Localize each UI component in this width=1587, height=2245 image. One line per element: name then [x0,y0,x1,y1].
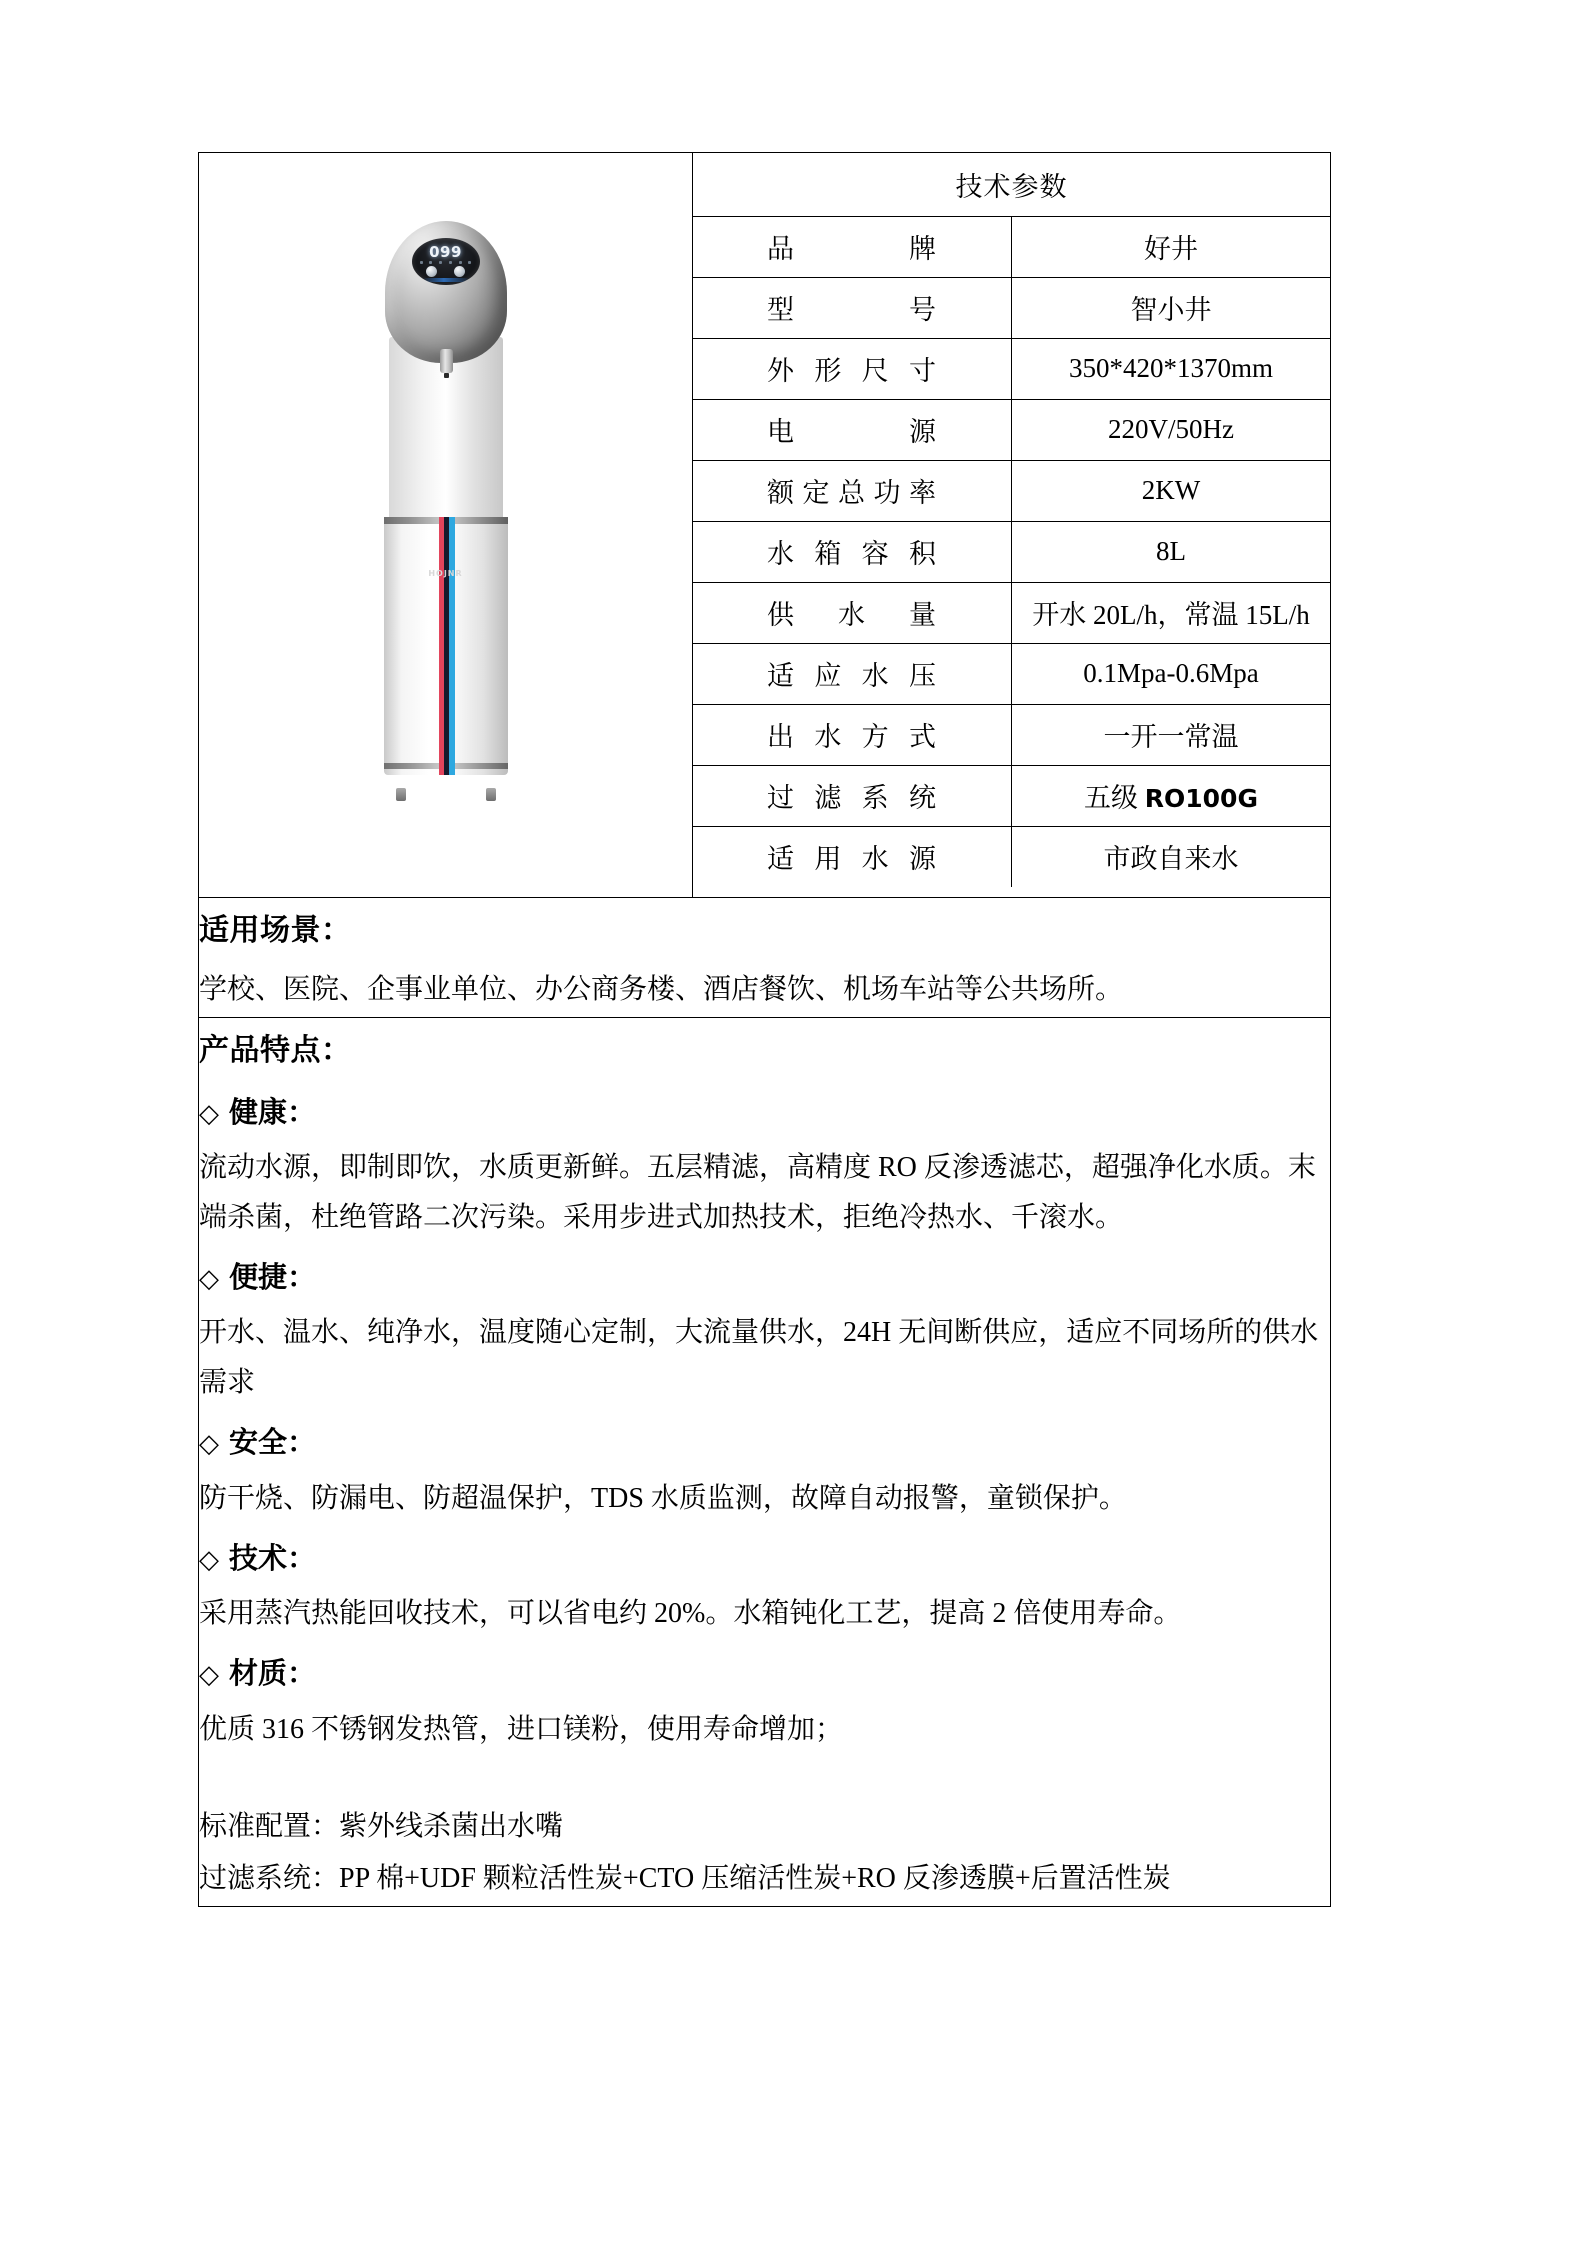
filtration-model-accent: RO100G [1144,784,1258,813]
spec-value-brand: 好井 [1012,216,1331,277]
table-row [693,643,1330,704]
feature-bullet-health [199,1088,1330,1140]
spacer [199,1756,1330,1802]
diamond-icon: ◇ [199,1097,219,1128]
table-row [693,216,1330,277]
display-light-bar [424,278,468,282]
scenario-title: 适用场景： [199,914,352,947]
technical-parameters-table [693,153,1330,887]
table-row [693,582,1330,643]
spec-value-rated-power: 2KW [1012,460,1331,521]
spec-key-dimensions: 外 形 尺 寸 [693,338,1012,399]
spec-key-outlet-mode: 出 水 方 式 [693,704,1012,765]
spec-header-row [693,153,1330,216]
spec-key-power-supply: 电 源 [693,399,1012,460]
spec-table-title: 技术参数 [693,153,1330,216]
spec-value-model: 智小井 [1012,277,1331,338]
spec-key-tank-capacity: 水 箱 容 积 [693,521,1012,582]
standard-configuration-line: 标准配置：紫外线杀菌出水嘴 [199,1811,564,1843]
feature-label-technology: 技术： [229,1542,317,1575]
feature-text-safety: 防干烧、防漏电、防超温保护，TDS 水质监测，故障自动报警，童锁保护。 [199,1482,1127,1514]
spec-row [199,153,1331,898]
display-buttons [412,266,480,277]
spec-key-brand: 品 牌 [693,216,1012,277]
main-document-table [198,152,1331,1907]
feature-text-material: 优质 316 不锈钢发热管，进口镁粉，使用寿命增加； [199,1713,844,1745]
table-row [693,277,1330,338]
table-row [693,460,1330,521]
spec-value-outlet-mode: 一开一常温 [1012,704,1331,765]
dispenser-stripe-decal [439,517,455,775]
spec-key-model: 型 号 [693,277,1012,338]
spec-value-water-source: 市政自来水 [1012,826,1331,887]
feature-label-safety: 安全： [229,1427,317,1460]
table-row [693,826,1330,887]
feature-bullet-convenience [199,1253,1330,1305]
dispenser-water-nozzle-icon [440,349,453,373]
filtration-prefix: 五级 [1084,783,1145,813]
scenario-text: 学校、医院、企事业单位、办公商务楼、酒店餐饮、机场车站等公共场所。 [199,974,1124,1006]
spec-value-filtration-system [1012,765,1331,826]
diamond-icon: ◇ [199,1659,219,1690]
feature-bullet-material [199,1649,1330,1701]
water-dispenser-illustration [199,153,692,897]
spec-value-tank-capacity: 8L [1012,521,1331,582]
features-title: 产品特点： [199,1034,352,1068]
features-section [199,1018,1331,1907]
feature-bullet-technology [199,1534,1330,1586]
dispenser-feet [384,787,508,801]
spec-value-power-supply: 220V/50Hz [1012,399,1331,460]
feature-label-convenience: 便捷： [229,1261,317,1294]
spec-key-filtration-system: 过 滤 系 统 [693,765,1012,826]
feature-text-health: 流动水源，即制即饮，水质更新鲜。五层精滤，高精度 RO 反渗透滤芯，超强净化水质。末端杀菌，杜绝管路二次污染。采用步进式加热技术，拒绝冷热水、千滚水。 [199,1152,1316,1234]
spec-value-water-supply: 开水 20L/h，常温 15L/h [1012,582,1331,643]
features-row [199,1018,1331,1907]
display-indicator-ticks [420,260,472,265]
dispenser-lower-body [384,517,508,775]
table-row [693,399,1330,460]
document-page [198,152,1331,1907]
dispenser-brand-logo: HOJNR [428,569,463,578]
table-row [693,338,1330,399]
spec-value-water-pressure: 0.1Mpa-0.6Mpa [1012,643,1331,704]
dispenser-graphic [366,221,526,791]
scenario-section [199,898,1331,1018]
scenario-row [199,898,1331,1018]
feature-text-convenience: 开水、温水、纯净水，温度随心定制，大流量供水，24H 无间断供应，适应不同场所的供水需求 [199,1317,1319,1399]
feature-label-health: 健康： [229,1096,317,1129]
dispenser-display-screen [412,238,480,285]
spec-key-rated-power: 额定总功率 [693,460,1012,521]
product-image-cell [199,153,693,898]
spec-key-water-source: 适 用 水 源 [767,844,937,875]
spec-value-dimensions: 350*420*1370mm [1012,338,1331,399]
diamond-icon: ◇ [199,1543,219,1574]
diamond-icon: ◇ [199,1262,219,1293]
feature-bullet-safety [199,1418,1330,1470]
spec-table-cell [693,153,1331,898]
display-temperature-value: 099 [429,243,462,261]
table-row [693,704,1330,765]
table-row [693,521,1330,582]
filtration-system-line: 过滤系统：PP 棉+UDF 颗粒活性炭+CTO 压缩活性炭+RO 反渗透膜+后置活性炭 [199,1863,1171,1895]
table-row [693,765,1330,826]
diamond-icon: ◇ [199,1428,219,1459]
feature-text-technology: 采用蒸汽热能回收技术，可以省电约 20%。水箱钝化工艺，提高 2 倍使用寿命。 [199,1598,1182,1630]
spec-key-water-pressure: 适 应 水 压 [693,643,1012,704]
spec-key-water-supply: 供 水 量 [693,582,1012,643]
feature-label-material: 材质： [229,1658,317,1691]
